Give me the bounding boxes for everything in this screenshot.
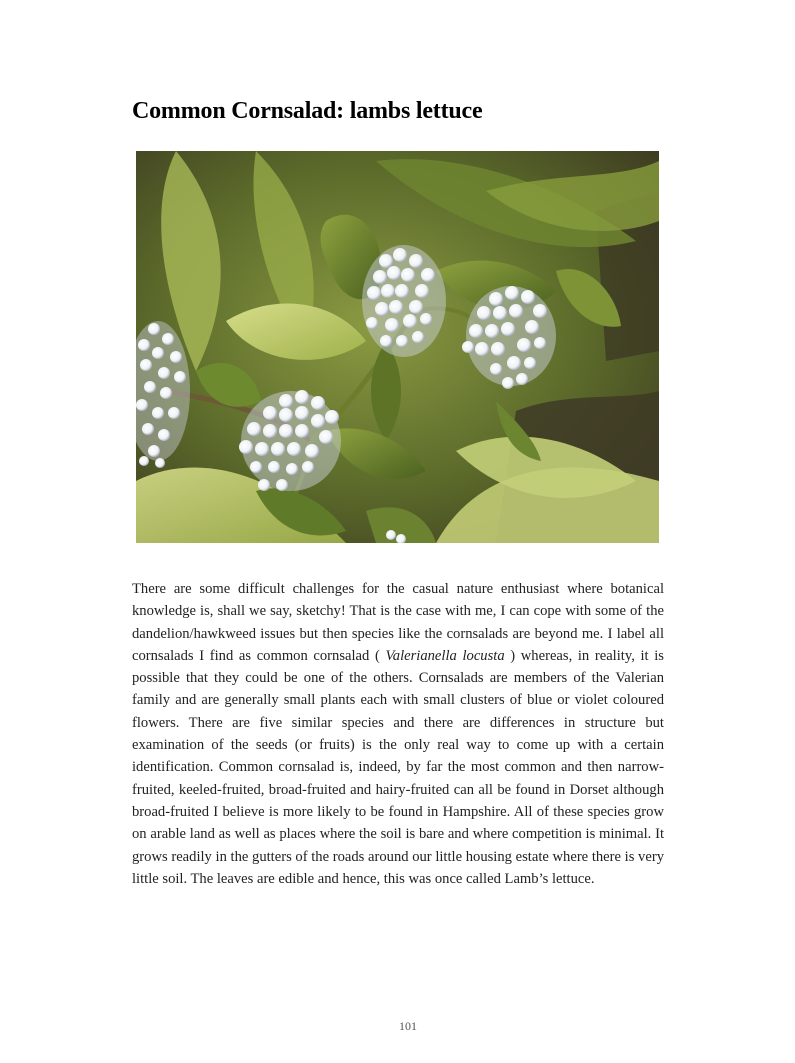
species-name: Valerianella locusta <box>385 647 505 664</box>
flower-cluster <box>362 245 446 357</box>
paragraph-text-end: ) whereas, in reality, it is possible that they could be one of the others. Cornsalads are members of the Valerian family and are generally small plants each with small clusters of blue or violet coloured flowers. There are five similar species and there are differences in structure but examination of the seeds (or fruits) is the only real way to come up with a certain identification. Common cornsalad is, indeed, by far the most common and then narrow-fruited, keeled-fruited, broad-fruited and hairy-fruited can all be found in Dorset although broad-fruited I believe is more likely to be found in Hampshire. All of these species grow on arable land as well as places where the soil is bare and where competition is minimal. It grows readily in the gutters of the roads around our little housing estate where there is very little soil. The leaves are edible and hence, this was once called Lamb’s lettuce. <box>132 647 664 887</box>
cornsalad-photo <box>136 151 659 543</box>
body-paragraph <box>132 578 664 890</box>
paragraph-text-start: There are some difficult challenges for the casual nature enthusiast where botanical knowledge is, shall we say, sketchy! That is the case with me, I can cope with some of the dandelion/hawkweed issues but then species like the cornsalads are beyond me. I label all cornsalads I find as common cornsalad ( <box>132 581 664 664</box>
page-number: 101 <box>399 1019 417 1033</box>
page-title: Common Cornsalad: lambs lettuce <box>132 98 483 124</box>
